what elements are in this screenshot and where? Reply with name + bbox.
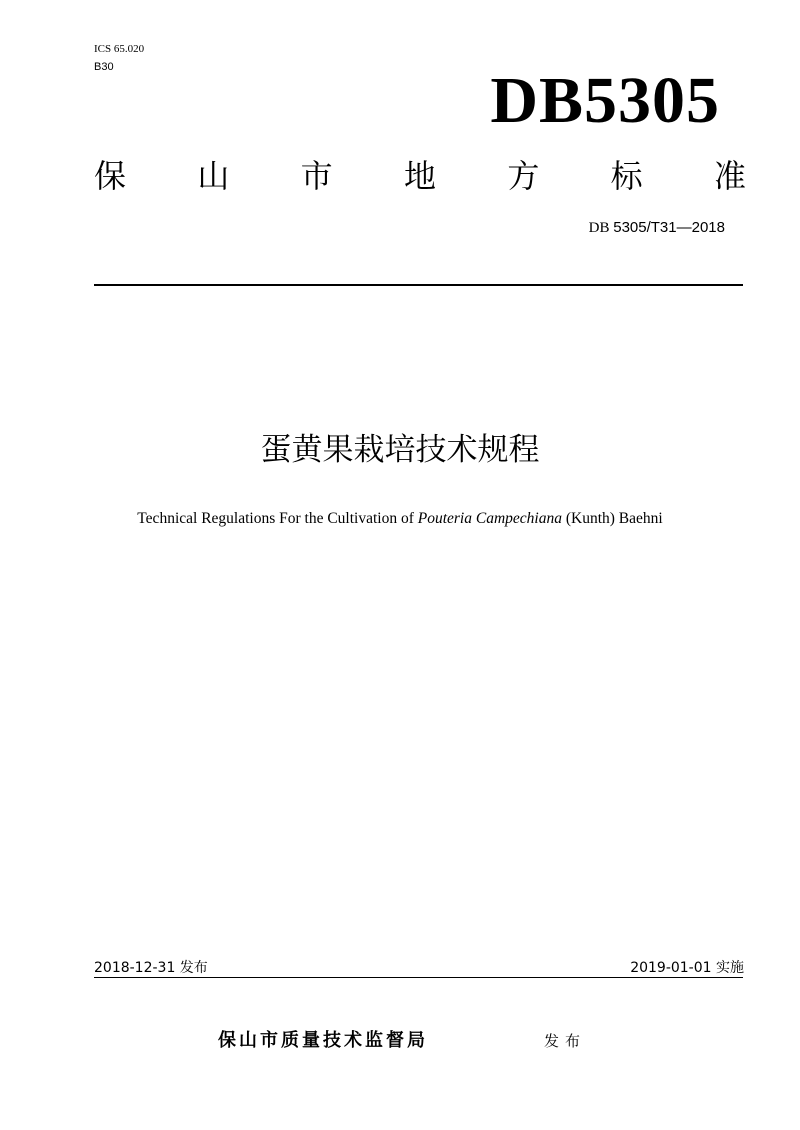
- title-english-species: Pouteria Campechiana: [417, 510, 562, 527]
- ics-code: ICS 65.020: [94, 43, 145, 55]
- publish-date: 2018-12-31 发布: [94, 960, 208, 976]
- standard-type-char: 准: [713, 157, 746, 195]
- standard-type-char: 方: [507, 157, 540, 195]
- footer-divider: [94, 977, 743, 978]
- issuer-name: 保山市质量技术监督局: [218, 1030, 428, 1051]
- standard-number: [589, 218, 725, 238]
- ccs-code: B30: [94, 61, 114, 73]
- standard-number-prefix: DB: [588, 220, 614, 236]
- db-code: DB5305: [490, 64, 720, 137]
- standard-type-char: 市: [300, 157, 333, 195]
- standard-type-char: 保: [94, 157, 127, 195]
- standard-number-value: 5305/T31—2018: [613, 219, 725, 236]
- title-english-part: (Kunth) Baehni: [561, 510, 663, 527]
- standard-type-char: 山: [197, 157, 230, 195]
- standard-type-char: 标: [610, 157, 643, 195]
- title-chinese: 蛋黄果栽培技术规程: [260, 432, 540, 468]
- title-english: [0, 509, 800, 529]
- title-english-part: Technical Regulations For the Cultivation of: [137, 510, 418, 527]
- standard-type-heading: [94, 156, 746, 196]
- header-divider: [94, 284, 743, 286]
- implement-date: 2019-01-01 实施: [630, 960, 744, 976]
- standard-type-char: 地: [403, 157, 436, 195]
- issue-label: 发布: [544, 1032, 587, 1050]
